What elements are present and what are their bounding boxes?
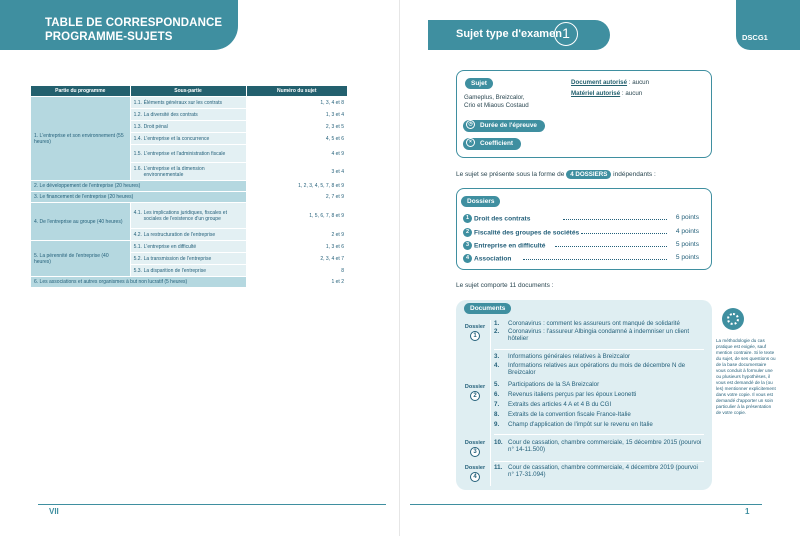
subject-number-cell: 4 et 9 xyxy=(246,145,347,163)
table-row xyxy=(31,192,348,203)
methodology-note: La méthodologie du cas pratique est exigée, sauf mention contraire. Si le texte du sujet, de ses questions ou de la base documentaire vous conduit à formuler une ou plusieurs hypothèses, il vous est demandé de la (ou les) mentionner explicitement dans votre copie. Il vous est demandé d'apporter un soin particulier à la présentation de votre copie. xyxy=(716,338,776,415)
dossier-row: 4 Association 5 points xyxy=(463,254,699,264)
table-row xyxy=(31,241,348,253)
document-item: 9. Champ d'application de l'impôt sur le revenu en Italie xyxy=(494,421,653,428)
dossier-row: 2 Fiscalité des groupes de sociétés 4 points xyxy=(463,228,699,238)
subpart-cell: 5.3. La disparition de l'entreprise xyxy=(130,265,246,277)
dossier-row: 1 Droit des contrats 6 points xyxy=(463,214,699,224)
dossier-label-3: Dossier 3 xyxy=(464,440,486,455)
document-item: 6. Revenus italiens perçus par les époux Leonetti xyxy=(494,391,637,398)
right-page-title: Sujet type d'examen xyxy=(456,28,562,40)
subject-number-cell: 2 et 9 xyxy=(246,229,347,241)
authorized-material-line: Matériel autorisé : aucun xyxy=(571,90,643,97)
subject-number-badge: 1 xyxy=(554,22,578,46)
correspondence-table xyxy=(30,85,348,288)
subject-number-cell: 2, 3, 4 et 7 xyxy=(246,253,347,265)
subject-number-cell: 1 et 2 xyxy=(246,277,347,288)
document-item: 3. Informations générales relatives à Breizcalor xyxy=(494,353,631,360)
table-header-cell: Numéro du sujet xyxy=(246,86,347,97)
dossier-count-pill: 4 DOSSIERS xyxy=(566,170,611,179)
subpart-cell: 1.5. L'entreprise et l'administration fiscale xyxy=(130,145,246,163)
table-header-cell: Sous-partie xyxy=(130,86,246,97)
part-cell: 1. L'entreprise et son environnement (55 heures) xyxy=(31,97,131,181)
right-page xyxy=(400,0,800,536)
subpart-cell: 1.1. Éléments généraux sur les contrats xyxy=(130,97,246,109)
subpart-cell: 1.4. L'entreprise et la concurrence xyxy=(130,133,246,145)
dossier-label-4: Dossier 4 xyxy=(464,465,486,480)
coefficient-icon: × xyxy=(466,138,475,147)
left-header-banner xyxy=(0,0,238,50)
duration-pill: ◷ Durée de l'épreuve xyxy=(463,120,545,132)
dossiers-intro: Le sujet se présente sous la forme de 4 DOSSIERS indépendants : xyxy=(456,171,656,178)
subject-number-cell: 1, 3, 4 et 8 xyxy=(246,97,347,109)
subject-number-cell: 1, 3 et 6 xyxy=(246,241,347,253)
subject-number-cell: 4, 5 et 6 xyxy=(246,133,347,145)
dossiers-box xyxy=(456,188,712,270)
dossier-separator xyxy=(494,349,704,350)
timer-icon: ◷ xyxy=(466,120,475,129)
subpart-cell: 5.2. La transmission de l'entreprise xyxy=(130,253,246,265)
subject-number-cell: 3 et 4 xyxy=(246,163,347,181)
subject-number-cell: 1, 2, 3, 4, 5, 7, 8 et 9 xyxy=(246,181,347,192)
authorized-document-line: Document autorisé : aucun xyxy=(571,79,650,86)
document-item: 10. Cour de cassation, chambre commerciale, 15 décembre 2015 (pourvoi n° 14-11.500) xyxy=(494,439,702,454)
dossier-label-1: Dossier 1 xyxy=(464,324,486,339)
subpart-cell: 4.2. La restructuration de l'entreprise xyxy=(130,229,246,241)
table-row xyxy=(31,97,348,109)
document-item: 11. Cour de cassation, chambre commerciale, 4 décembre 2019 (pourvoi n° 17-31.094) xyxy=(494,464,698,479)
document-item: 8. Extraits de la convention fiscale France-Italie xyxy=(494,411,631,418)
left-page-number: VII xyxy=(49,507,59,516)
table-row xyxy=(31,181,348,192)
part-cell: 2. Le développement de l'entreprise (20 heures) xyxy=(31,181,247,192)
coefficient-pill: × Coefficient xyxy=(463,138,521,150)
subpart-cell: 5.1. L'entreprise en difficulté xyxy=(130,241,246,253)
dossier-separator xyxy=(494,434,704,435)
document-item: 1. Coronavirus : comment les assureurs ont manqué de solidarité xyxy=(494,320,680,327)
subject-number-cell: 2, 7 et 9 xyxy=(246,192,347,203)
table-header-row xyxy=(31,86,348,97)
dossier-row: 3 Entreprise en difficulté 5 points xyxy=(463,241,699,251)
table-row xyxy=(31,203,348,229)
table-row xyxy=(31,277,348,288)
document-item: 5. Participations de la SA Breizcalor xyxy=(494,381,600,388)
methodology-gear-icon xyxy=(722,308,744,330)
subject-companies: Gameplus, Breizcalor, Crio et Miaous Costaud xyxy=(464,94,529,109)
part-cell: 3. Le financement de l'entreprise (20 heures) xyxy=(31,192,247,203)
right-footer-rule xyxy=(410,504,762,505)
documents-intro: Le sujet comporte 11 documents : xyxy=(456,282,554,289)
part-cell: 4. De l'entreprise au groupe (40 heures) xyxy=(31,203,131,241)
part-cell: 6. Les associations et autres organismes à but non lucratif (5 heures) xyxy=(31,277,247,288)
left-footer-rule xyxy=(38,504,386,505)
document-item: 7. Extraits des articles 4 A et 4 B du CGI xyxy=(494,401,612,408)
right-page-number: 1 xyxy=(745,507,750,516)
subpart-cell: 4.1. Les implications juridiques, fiscales et sociales de l'existence d'un groupe xyxy=(130,203,246,229)
documents-pill: Documents xyxy=(464,303,511,314)
subpart-cell: 1.2. La diversité des contrats xyxy=(130,109,246,121)
documents-box xyxy=(456,300,712,490)
subject-info-box xyxy=(456,70,712,158)
dossier-label-2: Dossier 2 xyxy=(464,384,486,399)
subject-number-cell: 1, 3 et 4 xyxy=(246,109,347,121)
dossiers-pill: Dossiers xyxy=(461,196,500,207)
document-item: 2. Coronavirus : l'assureur Albingia condamné à indemniser un client hôtelier xyxy=(494,328,690,343)
right-header-banner xyxy=(428,20,610,50)
dossier-separator xyxy=(494,461,704,462)
part-cell: 5. La pérennité de l'entreprise (40 heures) xyxy=(31,241,131,277)
sujet-pill: Sujet xyxy=(465,78,493,89)
subject-number-cell: 2, 3 et 5 xyxy=(246,121,347,133)
subpart-cell: 1.3. Droit pénal xyxy=(130,121,246,133)
subject-number-cell: 8 xyxy=(246,265,347,277)
documents-divider xyxy=(490,320,491,486)
subpart-cell: 1.6. L'entreprise et la dimension environnementale xyxy=(130,163,246,181)
table-header-cell: Partie du programme xyxy=(31,86,131,97)
left-page-title: TABLE DE CORRESPONDANCE PROGRAMME-SUJETS xyxy=(45,17,223,43)
dscg-tab: DSCG1 xyxy=(736,0,800,50)
subject-number-cell: 1, 5, 6, 7, 8 et 9 xyxy=(246,203,347,229)
document-item: 4. Informations relatives aux opérations du mois de décembre N de Breizcalor xyxy=(494,362,686,377)
